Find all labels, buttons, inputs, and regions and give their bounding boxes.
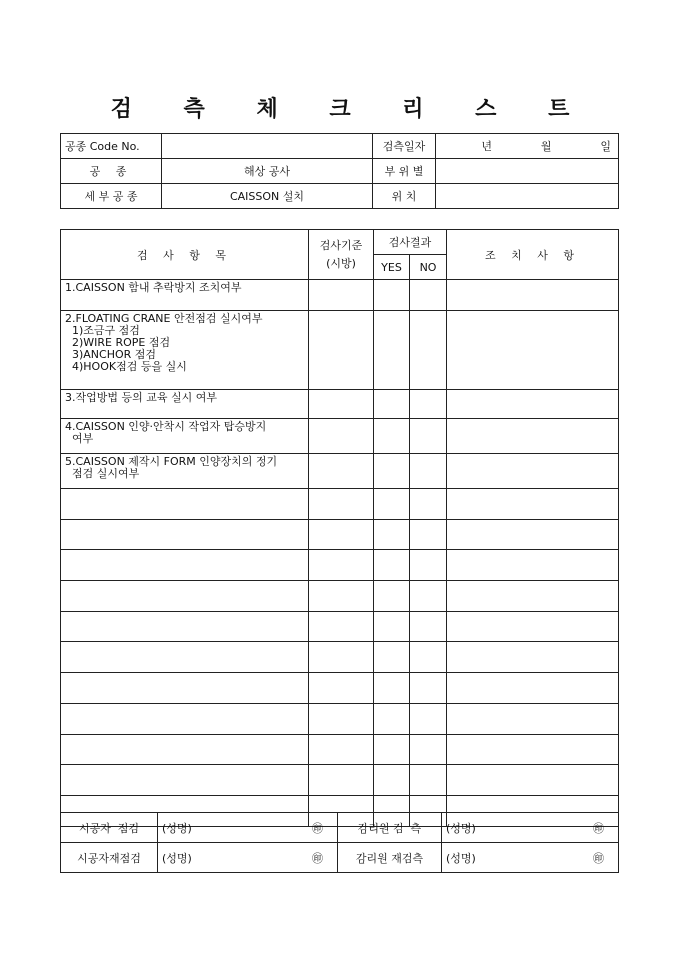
- item-cell[interactable]: [61, 673, 309, 704]
- col-standard-header: [309, 230, 374, 280]
- no-cell[interactable]: [410, 390, 447, 419]
- action-cell[interactable]: [447, 489, 619, 520]
- item-cell[interactable]: [61, 519, 309, 550]
- date-day: 일: [600, 140, 611, 153]
- work-code-value[interactable]: [162, 134, 373, 159]
- no-cell[interactable]: [410, 489, 447, 520]
- signature-table: [60, 812, 619, 873]
- action-cell[interactable]: [447, 703, 619, 734]
- contractor-recheck-label: 시공자재점검: [61, 843, 158, 873]
- work-type-label: 공 종: [61, 159, 162, 184]
- table-row: [61, 734, 619, 765]
- supervisor-recheck-sign[interactable]: [442, 843, 619, 873]
- check-item-line: 3.작업방법 등의 교육 실시 여부: [65, 391, 217, 404]
- no-cell[interactable]: [410, 550, 447, 581]
- no-cell[interactable]: [410, 765, 447, 796]
- table-row: [61, 489, 619, 520]
- no-cell[interactable]: [410, 280, 447, 311]
- supervisor-check-sign[interactable]: [442, 813, 619, 843]
- table-row: [61, 642, 619, 673]
- no-cell[interactable]: [410, 311, 447, 390]
- no-cell[interactable]: [410, 519, 447, 550]
- checklist-table: [60, 229, 619, 827]
- no-cell[interactable]: [410, 611, 447, 642]
- action-cell[interactable]: [447, 280, 619, 311]
- check-item-line: 3)ANCHOR 점검: [65, 348, 157, 361]
- item-cell[interactable]: [61, 550, 309, 581]
- check-item-line: 점검 실시여부: [65, 467, 140, 480]
- check-item-line: 2.FLOATING CRANE 안전점검 실시여부: [65, 312, 263, 325]
- no-cell[interactable]: [410, 454, 447, 489]
- yes-cell[interactable]: [374, 673, 410, 704]
- col-no-header: NO: [410, 255, 447, 280]
- standard-cell[interactable]: [309, 765, 374, 796]
- table-row: [61, 454, 619, 489]
- contractor-recheck-sign[interactable]: [158, 843, 338, 873]
- standard-cell[interactable]: [309, 550, 374, 581]
- header-table: [60, 133, 619, 209]
- detail-value[interactable]: CAISSON 설치: [162, 184, 373, 209]
- section-label: 부 위 별: [373, 159, 436, 184]
- name-placeholder: (성명): [162, 851, 192, 865]
- table-row: [61, 390, 619, 419]
- yes-cell[interactable]: [374, 390, 410, 419]
- action-cell[interactable]: [447, 454, 619, 489]
- standard-cell[interactable]: [309, 673, 374, 704]
- action-cell[interactable]: [447, 390, 619, 419]
- action-cell[interactable]: [447, 673, 619, 704]
- supervisor-recheck-label: 감리원 재검측: [338, 843, 442, 873]
- table-row: [61, 419, 619, 454]
- standard-cell[interactable]: [309, 581, 374, 612]
- no-cell[interactable]: [410, 419, 447, 454]
- standard-cell[interactable]: [309, 311, 374, 390]
- table-row: [61, 519, 619, 550]
- name-placeholder: (성명): [162, 821, 192, 835]
- contractor-check-sign[interactable]: [158, 813, 338, 843]
- no-cell[interactable]: [410, 734, 447, 765]
- yes-cell[interactable]: [374, 311, 410, 390]
- col-standard-line1: 검사기준: [319, 238, 363, 252]
- seal-icon: ㊞: [312, 821, 323, 835]
- seal-icon: ㊞: [593, 851, 604, 865]
- yes-cell[interactable]: [374, 642, 410, 673]
- item-cell[interactable]: [61, 611, 309, 642]
- item-cell[interactable]: [61, 489, 309, 520]
- standard-cell[interactable]: [309, 519, 374, 550]
- col-standard-line2: (시방): [326, 256, 356, 270]
- check-item-line: 4.CAISSON 인양·안착시 작업자 탑승방지: [65, 420, 267, 433]
- work-code-label: 공종 Code No.: [61, 134, 162, 159]
- col-result-header: 검사결과: [374, 230, 447, 255]
- col-action-header: 조 치 사 항: [447, 230, 619, 280]
- table-row: [61, 581, 619, 612]
- action-cell[interactable]: [447, 734, 619, 765]
- check-item: [61, 419, 309, 454]
- standard-cell[interactable]: [309, 611, 374, 642]
- action-cell[interactable]: [447, 765, 619, 796]
- table-row: [61, 611, 619, 642]
- action-cell[interactable]: [447, 611, 619, 642]
- action-cell[interactable]: [447, 550, 619, 581]
- location-label: 위 치: [373, 184, 436, 209]
- standard-cell[interactable]: [309, 419, 374, 454]
- date-year: 년: [481, 140, 492, 153]
- table-row: [61, 280, 619, 311]
- seal-icon: ㊞: [312, 851, 323, 865]
- action-cell[interactable]: [447, 519, 619, 550]
- page-title: 검 측 체 크 리 스 트: [110, 96, 592, 122]
- yes-cell[interactable]: [374, 489, 410, 520]
- section-value[interactable]: [436, 159, 619, 184]
- yes-cell[interactable]: [374, 581, 410, 612]
- standard-cell[interactable]: [309, 280, 374, 311]
- seal-icon: ㊞: [593, 821, 604, 835]
- check-item-line: 1)조금구 점검: [65, 324, 140, 337]
- col-item-header: 검 사 항 목: [61, 230, 309, 280]
- standard-cell[interactable]: [309, 734, 374, 765]
- name-placeholder: (성명): [446, 851, 476, 865]
- name-placeholder: (성명): [446, 821, 476, 835]
- yes-cell[interactable]: [374, 419, 410, 454]
- check-item-line: 여부: [65, 432, 94, 445]
- standard-cell[interactable]: [309, 703, 374, 734]
- action-cell[interactable]: [447, 419, 619, 454]
- supervisor-check-label: 감리원 검 측: [338, 813, 442, 843]
- item-cell[interactable]: [61, 642, 309, 673]
- yes-cell[interactable]: [374, 765, 410, 796]
- table-row: [61, 550, 619, 581]
- yes-cell[interactable]: [374, 519, 410, 550]
- inspect-date-value[interactable]: [436, 134, 619, 159]
- check-item-line: 1.CAISSON 함내 추락방지 조치여부: [65, 281, 242, 294]
- item-cell[interactable]: [61, 703, 309, 734]
- check-item-line: 4)HOOK점검 등을 실시: [65, 360, 187, 373]
- yes-cell[interactable]: [374, 454, 410, 489]
- standard-cell[interactable]: [309, 390, 374, 419]
- no-cell[interactable]: [410, 673, 447, 704]
- detail-label: 세 부 공 종: [61, 184, 162, 209]
- no-cell[interactable]: [410, 703, 447, 734]
- yes-cell[interactable]: [374, 734, 410, 765]
- check-item: [61, 390, 309, 419]
- check-item: [61, 311, 309, 390]
- location-value[interactable]: [436, 184, 619, 209]
- no-cell[interactable]: [410, 581, 447, 612]
- check-item-line: 5.CAISSON 제작시 FORM 인양장치의 정기: [65, 455, 278, 468]
- no-cell[interactable]: [410, 642, 447, 673]
- check-item: [61, 454, 309, 489]
- check-item: [61, 280, 309, 311]
- yes-cell[interactable]: [374, 611, 410, 642]
- table-row: [61, 703, 619, 734]
- table-row: [61, 311, 619, 390]
- standard-cell[interactable]: [309, 642, 374, 673]
- check-item-line: 2)WIRE ROPE 점검: [65, 336, 171, 349]
- standard-cell[interactable]: [309, 454, 374, 489]
- contractor-check-label: 시공자 점검: [61, 813, 158, 843]
- inspect-date-label: 검측일자: [373, 134, 436, 159]
- action-cell[interactable]: [447, 581, 619, 612]
- table-row: [61, 673, 619, 704]
- table-row: [61, 765, 619, 796]
- work-type-value[interactable]: 해상 공사: [162, 159, 373, 184]
- action-cell[interactable]: [447, 642, 619, 673]
- action-cell[interactable]: [447, 311, 619, 390]
- item-cell[interactable]: [61, 765, 309, 796]
- col-yes-header: YES: [374, 255, 410, 280]
- yes-cell[interactable]: [374, 703, 410, 734]
- item-cell[interactable]: [61, 581, 309, 612]
- yes-cell[interactable]: [374, 550, 410, 581]
- standard-cell[interactable]: [309, 489, 374, 520]
- yes-cell[interactable]: [374, 280, 410, 311]
- date-month: 월: [540, 140, 552, 153]
- item-cell[interactable]: [61, 734, 309, 765]
